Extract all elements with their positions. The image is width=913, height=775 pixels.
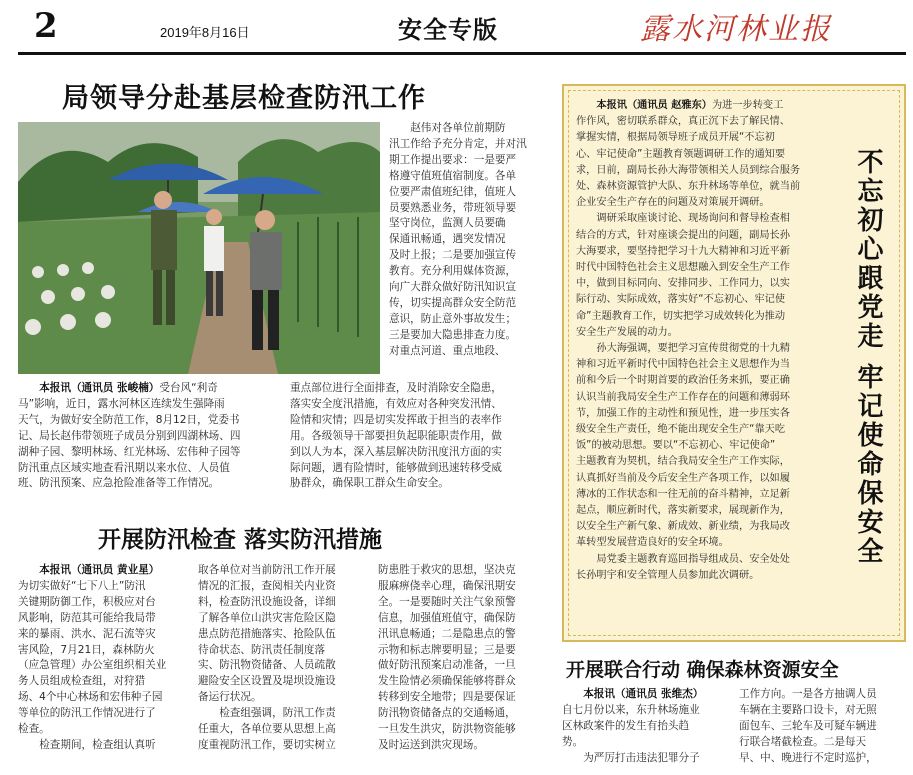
article1-headline: 局领导分赴基层检查防汛工作 xyxy=(62,83,426,114)
article1-middle-column xyxy=(290,381,556,492)
paragraph-line: 命”主题教育工作，切实把学习成效转化为推动 xyxy=(576,310,786,322)
paragraph-line: 湖种子园、黎明林场、红光林场、宏伟种子园等 xyxy=(18,445,241,458)
paragraph-line: 为切实做好“七下八上”防汛 xyxy=(18,579,146,592)
sidebar-vertical-headline: 不忘初心跟党走 牢记使命保安全 xyxy=(853,148,883,567)
article2-column-3 xyxy=(378,563,550,754)
paragraph-line: 前和今后一个时期首要的政治任务来抓，要正确 xyxy=(576,375,790,387)
paragraph-line: 为严厉打击违法犯罪分子 xyxy=(583,751,700,764)
paragraph-line: 落实安全度汛措施，有效应对各种突发汛情、 xyxy=(290,397,502,410)
paragraph-line: 发生险情必须确保能够将群众 xyxy=(378,675,516,688)
paragraph-line: 情况的汇报，查阅相关内业资 xyxy=(198,579,336,592)
paragraph-line: 级安全生产责任，绝不能出现安全生产“靠天吃 xyxy=(576,424,786,436)
paragraph-line: 检查。 xyxy=(18,723,50,736)
paragraph-line: 备运行状况。 xyxy=(198,691,262,704)
newspaper-masthead-logo: 露水河林业报 xyxy=(640,12,832,47)
paragraph-line: 局党委主题教育巡回指导组成员、安全处处 xyxy=(596,553,790,565)
paragraph-line: 转移到安全地带；四是要保证 xyxy=(378,691,516,704)
article2-column-1 xyxy=(18,563,184,754)
paragraph-line: 患点防范措施落实、抢险队伍 xyxy=(198,627,336,640)
paragraph-line: 教育。充分利用媒体资源， xyxy=(389,265,517,278)
paragraph-line: 信息，加强值班值守，确保防 xyxy=(378,611,516,624)
paragraph-line: 关键期防御工作，积极应对台 xyxy=(18,595,156,608)
paragraph-line: 际问题，遇有险情时，能够做到迅速转移受威 xyxy=(290,461,502,474)
paragraph-line: 防汛物资储备点的交通畅通， xyxy=(378,707,516,720)
article2-headline: 开展防汛检查 落实防汛措施 xyxy=(98,527,383,553)
paragraph-line: 用。各级领导干部要担负起职能职责作用，做 xyxy=(290,429,502,442)
paragraph-line: 了解各单位山洪灾害危险区隐 xyxy=(198,611,336,624)
paragraph-line: 度重视防汛工作，要切实树立 xyxy=(198,738,336,751)
paragraph-line: 向广大群众做好防汛知识宣 xyxy=(389,281,517,294)
paragraph-line: 防患胜于救灾的思想，坚决克 xyxy=(378,564,516,576)
news-photo xyxy=(18,122,380,374)
sidebar-body xyxy=(576,98,834,584)
paragraph-line: 料，检查防汛设施设备，详细 xyxy=(198,595,336,608)
paragraph-line: 企业安全生产存在的问题及对策展开调研。 xyxy=(576,197,770,209)
paragraph-line: 节，加强工作的主动性和预见性，进一步压实各 xyxy=(576,407,790,419)
issue-date: 2019年8月16日 xyxy=(160,25,250,40)
paragraph-line: 来的暴雨、洪水、泥石流等灾 xyxy=(18,627,156,640)
paragraph-line: 结合的方式，针对座谈会提出的问题，副局长孙 xyxy=(576,229,790,241)
paragraph-line: 马”影响，近日，露水河林区连续发生强降雨 xyxy=(18,397,225,410)
paragraph-line: 天气，为做好安全防范工作，8月12日，党委书 xyxy=(18,413,240,426)
paragraph-line: 避险安全区设置及堤坝设施设 xyxy=(198,675,336,688)
paragraph-line: 赵伟对各单位前期防 xyxy=(410,122,506,134)
paragraph-line: 示物和标志牌要明显；三是要 xyxy=(378,643,516,656)
paragraph-line: 服麻痹侥幸心理，确保汛期安 xyxy=(378,579,516,592)
paragraph-line: 饭”的被动思想。要以“不忘初心、牢记使命” xyxy=(576,440,776,452)
paragraph-line: 实、防汛物资储备、人员疏散 xyxy=(198,659,336,672)
paragraph-line: 起点，顺应新时代，落实新要求，展现新作为， xyxy=(576,505,790,517)
paragraph-line: 以安全生产新气象、新成效、新业绩，为我局改 xyxy=(576,521,790,533)
article3-column-1 xyxy=(562,687,730,767)
paragraph-line: 作作风，密切联系群众，真正沉下去了解民情、 xyxy=(576,116,790,128)
paragraph-line: 及时上报；二是要加强宣传 xyxy=(389,249,517,262)
paragraph-line: 取各单位对当前防汛工作开展 xyxy=(198,564,336,576)
paragraph-line: 掌握实情，根据局领导班子成员开展“不忘初 xyxy=(576,132,775,144)
paragraph-line: 汛讯息畅通；二是隐患点的警 xyxy=(378,627,516,640)
page-number: 2 xyxy=(34,6,58,46)
article3-headline: 开展联合行动 确保森林资源安全 xyxy=(566,659,839,681)
paragraph-line: 全。一是要随时关注气象预警 xyxy=(378,595,516,608)
paragraph-line: 对重点河道、重点地段、 xyxy=(389,344,506,357)
paragraph-line: 胁群众，确保职工群众生命安全。 xyxy=(290,477,449,490)
section-title: 安全专版 xyxy=(398,16,498,44)
paragraph-line: 大海要求，要坚持把学习十九大精神和习近平新 xyxy=(576,245,790,257)
article1-left-column xyxy=(18,381,280,492)
paragraph-line: 任重大，各单位要从思想上高 xyxy=(198,723,336,736)
paragraph-line: 际行动、实际成效，落实好“不忘初心、牢记使 xyxy=(576,294,786,306)
paragraph-line: 受台风“利奇 xyxy=(159,382,218,394)
paragraph-line: 险情和灾情；四是切实发挥敢于担当的表率作 xyxy=(290,413,502,426)
paragraph-line: 风影响，防范其可能给我局带 xyxy=(18,611,156,624)
paragraph-line: 三是要加大隐患排查力度。 xyxy=(389,328,517,341)
header-divider xyxy=(18,52,906,55)
paragraph-line: 行联合堵截检查。二是每天 xyxy=(739,735,867,748)
paragraph-line: 工作方向。一是各方抽调人员 xyxy=(739,688,877,700)
paragraph-line: 势。 xyxy=(562,735,584,748)
paragraph-line: 位要严肃值班纪律，值班人 xyxy=(389,185,517,198)
photo-inspection-in-rain xyxy=(18,122,380,374)
paragraph-line: 安全生产发展的动力。 xyxy=(576,326,678,338)
paragraph-line: 检查期间，检查组认真听 xyxy=(39,738,156,751)
paragraph-line: 自七月份以来，东升林场施业 xyxy=(562,703,700,716)
paragraph-line: 车辆在主要路口设卡，对无照 xyxy=(739,703,877,716)
paragraph-line: 主题教育为契机，结合我局安全生产工作实际， xyxy=(576,456,790,468)
article1-byline: 本报讯（通讯员 张峻楠） xyxy=(39,382,160,394)
paragraph-line: 期工作提出要求：一是要严 xyxy=(389,153,517,166)
paragraph-line: 革转型发展营造良好的安全环境。 xyxy=(576,537,729,549)
paragraph-line: 保通讯畅通，遇突发情况 xyxy=(389,233,506,246)
paragraph-line: 薄冰的工作状态和一往无前的奋斗精神，立足新 xyxy=(576,488,790,500)
paragraph-line: 时代中国特色社会主义思想融入到安全生产工作 xyxy=(576,262,790,274)
article2-byline: 本报讯（通讯员 黄业星） xyxy=(39,564,160,576)
article2-column-2 xyxy=(198,563,366,754)
paragraph-line: 格遵守值班值宿制度。各单 xyxy=(389,169,517,182)
paragraph-line: 意识，防止意外事故发生； xyxy=(389,312,517,325)
paragraph-line: 记、局长赵伟带领班子成员分别到四湖林场、四 xyxy=(18,429,241,442)
paragraph-line: 待命状态、防汛责任制度落 xyxy=(198,643,326,656)
paragraph-line: 心、牢记使命”主题教育领题调研工作的通知要 xyxy=(576,148,786,160)
article1-right-column xyxy=(389,121,555,360)
paragraph-line: 早、中、晚进行不定时巡护， xyxy=(739,751,877,764)
paragraph-line: 做好防汛预案启动准备，一旦 xyxy=(378,659,516,672)
paragraph-line: 长孙明宇和安全管理人员参加此次调研。 xyxy=(576,569,760,581)
paragraph-line: 传，切实提高群众安全防范 xyxy=(389,296,517,309)
paragraph-line: 汛工作给予充分肯定，并对汛 xyxy=(389,137,527,150)
paragraph-line: 等单位的防汛工作情况进行了 xyxy=(18,707,156,720)
sidebar-byline: 本报讯（通讯员 赵雅东） xyxy=(596,100,712,111)
paragraph-line: 一旦发生洪灾，防洪物资能够 xyxy=(378,723,516,736)
paragraph-line: 防汛重点区域实地查看汛期以来水位、人员值 xyxy=(18,461,230,474)
paragraph-line: 面包车、三轮车及可疑车辆进 xyxy=(739,719,877,732)
paragraph-line: 求，日前，副局长孙大海带领相关人员到综合服务 xyxy=(576,164,801,176)
paragraph-line: 检查组强调，防汛工作责 xyxy=(219,707,336,720)
paragraph-line: 重点部位进行全面排查，及时消除安全隐患， xyxy=(290,382,502,394)
paragraph-line: 认识当前我局安全生产工作存在的问题和薄弱环 xyxy=(576,391,790,403)
paragraph-line: （应急管理）办公室组织相关业 xyxy=(18,659,167,672)
paragraph-line: 中，做到目标同向、安排同步、工作同力，以实 xyxy=(576,278,790,290)
paragraph-line: 及时运送到洪灾现场。 xyxy=(378,738,484,751)
paragraph-line: 调研采取座谈讨论、现场询问和督导检查相 xyxy=(596,213,790,225)
paragraph-line: 处、森林资源管护大队、东升林场等单位，就当前 xyxy=(576,181,801,193)
paragraph-line: 员要熟悉业务，带班领导要 xyxy=(389,201,517,214)
article3-byline: 本报讯（通讯员 张维杰） xyxy=(583,688,704,700)
article3-column-2 xyxy=(739,687,905,767)
paragraph-line: 务人员组成检查组，对狩猎 xyxy=(18,675,146,688)
paragraph-line: 班、防汛预案、应急抢险准备等工作情况。 xyxy=(18,477,220,490)
paragraph-line: 害风险，7月21日，森林防火 xyxy=(18,643,155,656)
paragraph-line: 为进一步转变工 xyxy=(712,100,784,111)
paragraph-line: 区林政案件的发生有抬头趋 xyxy=(562,719,690,732)
paragraph-line: 神和习近平新时代中国特色社会主义思想作为当 xyxy=(576,359,790,371)
paragraph-line: 到以人为本，深入基层解决防汛度汛方面的实 xyxy=(290,445,502,458)
paragraph-line: 坚守岗位，监测人员要确 xyxy=(389,217,506,230)
paragraph-line: 场、4个中心林场和宏伟种子园 xyxy=(18,691,163,704)
paragraph-line: 孙大海强调，要把学习宣传贯彻党的十九精 xyxy=(596,343,790,355)
paragraph-line: 认真抓好当前及今后安全生产各项工作，以如履 xyxy=(576,472,790,484)
